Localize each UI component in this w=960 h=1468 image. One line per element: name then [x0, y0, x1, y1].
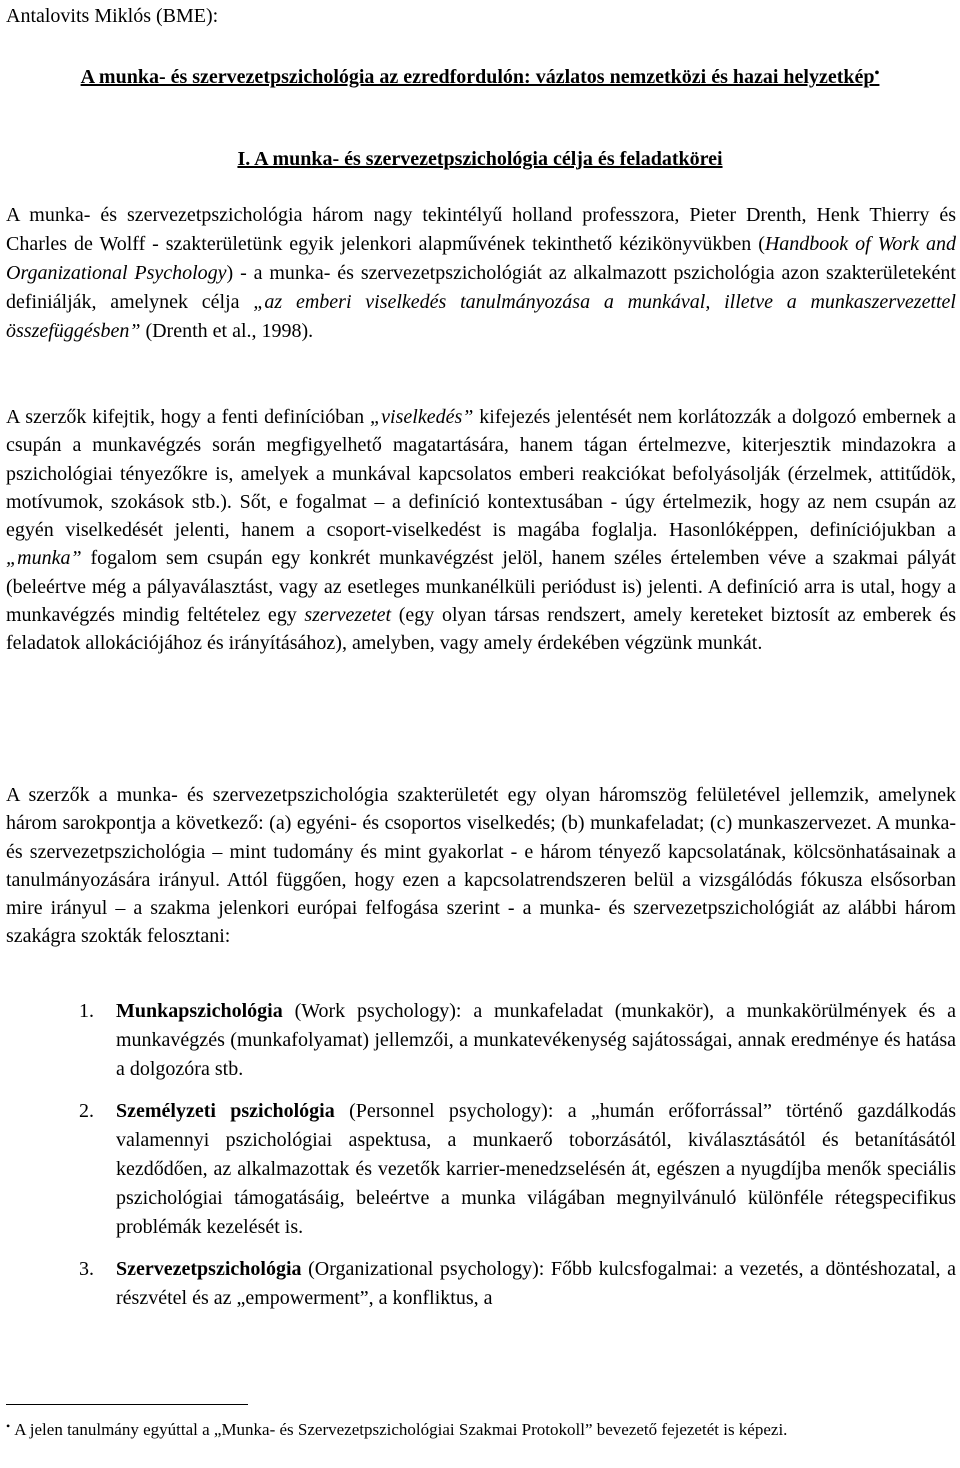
p1-text-b: ) - a munka- és szervezetpszichológiát az alkalmazott pszichológia azon szakterületeként definiálják, amelynek célja [6, 262, 956, 313]
list-number: 2. [79, 1100, 94, 1123]
subfield-list [6, 997, 956, 1313]
p2-term-munka: „munka” [6, 547, 82, 570]
footnote-divider [6, 1404, 248, 1405]
list-term: Szervezetpszichológia [116, 1258, 302, 1281]
title-text: A munka- és szervezetpszichológia az ezredfordulón: vázlatos nemzetközi és hazai helyzetkép [80, 66, 875, 88]
author-line: Antalovits Miklós (BME): [6, 5, 219, 27]
p1-text-c: (Drenth et al., 1998). [140, 320, 314, 342]
p1-text-a: A munka- és szervezetpszichológia három nagy tekintélyű holland professzora, Pieter Drenth, Henk Thierry és Charles de Wolff - szakterületünk egyik jelenkori alapművének tekinthető kézikönyvükben ( [6, 204, 956, 255]
p1-definition-quote: „az emberi viselkedés tanulmányozása a munkával, illetve a munkaszervezettel összefüggésben” [6, 291, 956, 342]
list-term: Munkapszichológia [116, 1000, 283, 1022]
p2-text-a: A szerzők kifejtik, hogy a fenti definícióban [6, 406, 371, 428]
section-heading: I. A munka- és szervezetpszichológia célja és feladatkörei [237, 148, 723, 170]
list-term: Személyzeti pszichológia [116, 1100, 335, 1123]
paragraph-triangle: A szerzők a munka- és szervezetpszichológia szakterületét egy olyan háromszög felületével jellemzik, amelynek három sarokpontja a következő: (a) egyéni- és csoportos viselkedés; (b) munkafeladat; (c) munkaszervezet. A munka- és szervezetpszichológia – mint tudomány és mint gyakorlat - e három tényező kapcsolatának, kölcsönhatásainak a tanulmányozására irányul. Attól függően, hogy ezen a kapcsolatrendszeren belül a vizsgálódás fókusza elsősorban mire irányul – a szakma jelenkori európai felfogása szerint - a munka- és szervezetpszichológiát az alábbi három szakágra szokták felosztani: [6, 784, 956, 948]
list-text: (Work psychology): a munkafeladat (munkakör), a munkakörülmények és a munkavégzés (munkafolyamat) jellemzői, a munkatevékenység sajátosságai, annak eredménye és hatása a dolgozóra stb. [116, 1000, 956, 1080]
p2-term-viselkedes: „viselkedés” [370, 406, 474, 428]
list-item [6, 997, 956, 1083]
p2-text-c: fogalom sem csupán egy konkrét munkavégzést jelöl, hanem széles értelemben véve a szakmai pályát (beleértve még a pályaválasztást, vagy az esetleges munkanélküli periódust is) jelenti. A definíció arra is utal, hogy a munkavégzés mindig feltételez egy [6, 547, 956, 627]
p1-book-title: Handbook of Work and Organizational Psychology [6, 233, 956, 284]
list-number: 1. [79, 1000, 94, 1022]
list-text: (Personnel psychology): a „humán erőforrással” történő gazdálkodás valamennyi pszichológiai aspektusa, a munkaerő toborzásától, kiválasztásától és betanításától kezdődően, az alkalmazottak és vezetők karrier-menedzselésén át, egészen a nyugdíjba menők speciális pszichológiai támogatásáig, beleértve a munka világában megnyilvánuló különféle rétegspecifikus problémák kezelését is. [116, 1100, 956, 1238]
footnote-reference-mark: • [874, 66, 880, 81]
footnote-text: A jelen tanulmány egyúttal a „Munka- és Szervezetpszichológiai Szakmai Protokoll” bevezető fejezetét is képezi. [14, 1420, 788, 1439]
document-title [40, 59, 920, 92]
footnote-mark: • [6, 1419, 11, 1433]
p2-text-b: kifejezés jelentését nem korlátozzák a dolgozó embernek a csupán a munkavégzés során megfigyelhető magatartására, hanem tágan értelmezve, kiterjesztik mindazokra a pszichológiai tényezőkre is, amelyek a munkával kapcsolatos emberi reakciókat befolyásolják (érzelmek, attitűdök, motívumok, szokások stb.). Sőt, e fogalmat – a definíció kontextusában - úgy értelmezik, hogy az nem csupán az egyén viselkedését jelenti, hanem a csoport-viselkedést is magába foglalja. Hasonlóképpen, definíciójukban a [6, 406, 956, 542]
footnote [6, 1414, 956, 1442]
p2-text-d: (egy olyan társas rendszert, amely kereteket biztosít az emberek és feladatok allokációjához és irányításához), amelyben, vagy amely érdekében végzünk munkát. [6, 604, 956, 655]
paragraph-explanation [6, 403, 956, 658]
paragraph-definition [6, 201, 956, 346]
list-item [6, 1097, 956, 1241]
p2-term-szervezet: szervezetet [304, 604, 392, 627]
list-text: (Organizational psychology): Főbb kulcsfogalmai: a vezetés, a döntéshozatal, a részvétel és az „empowerment”, a konfliktus, a [116, 1258, 956, 1310]
list-item [6, 1255, 956, 1313]
list-number: 3. [79, 1258, 94, 1281]
